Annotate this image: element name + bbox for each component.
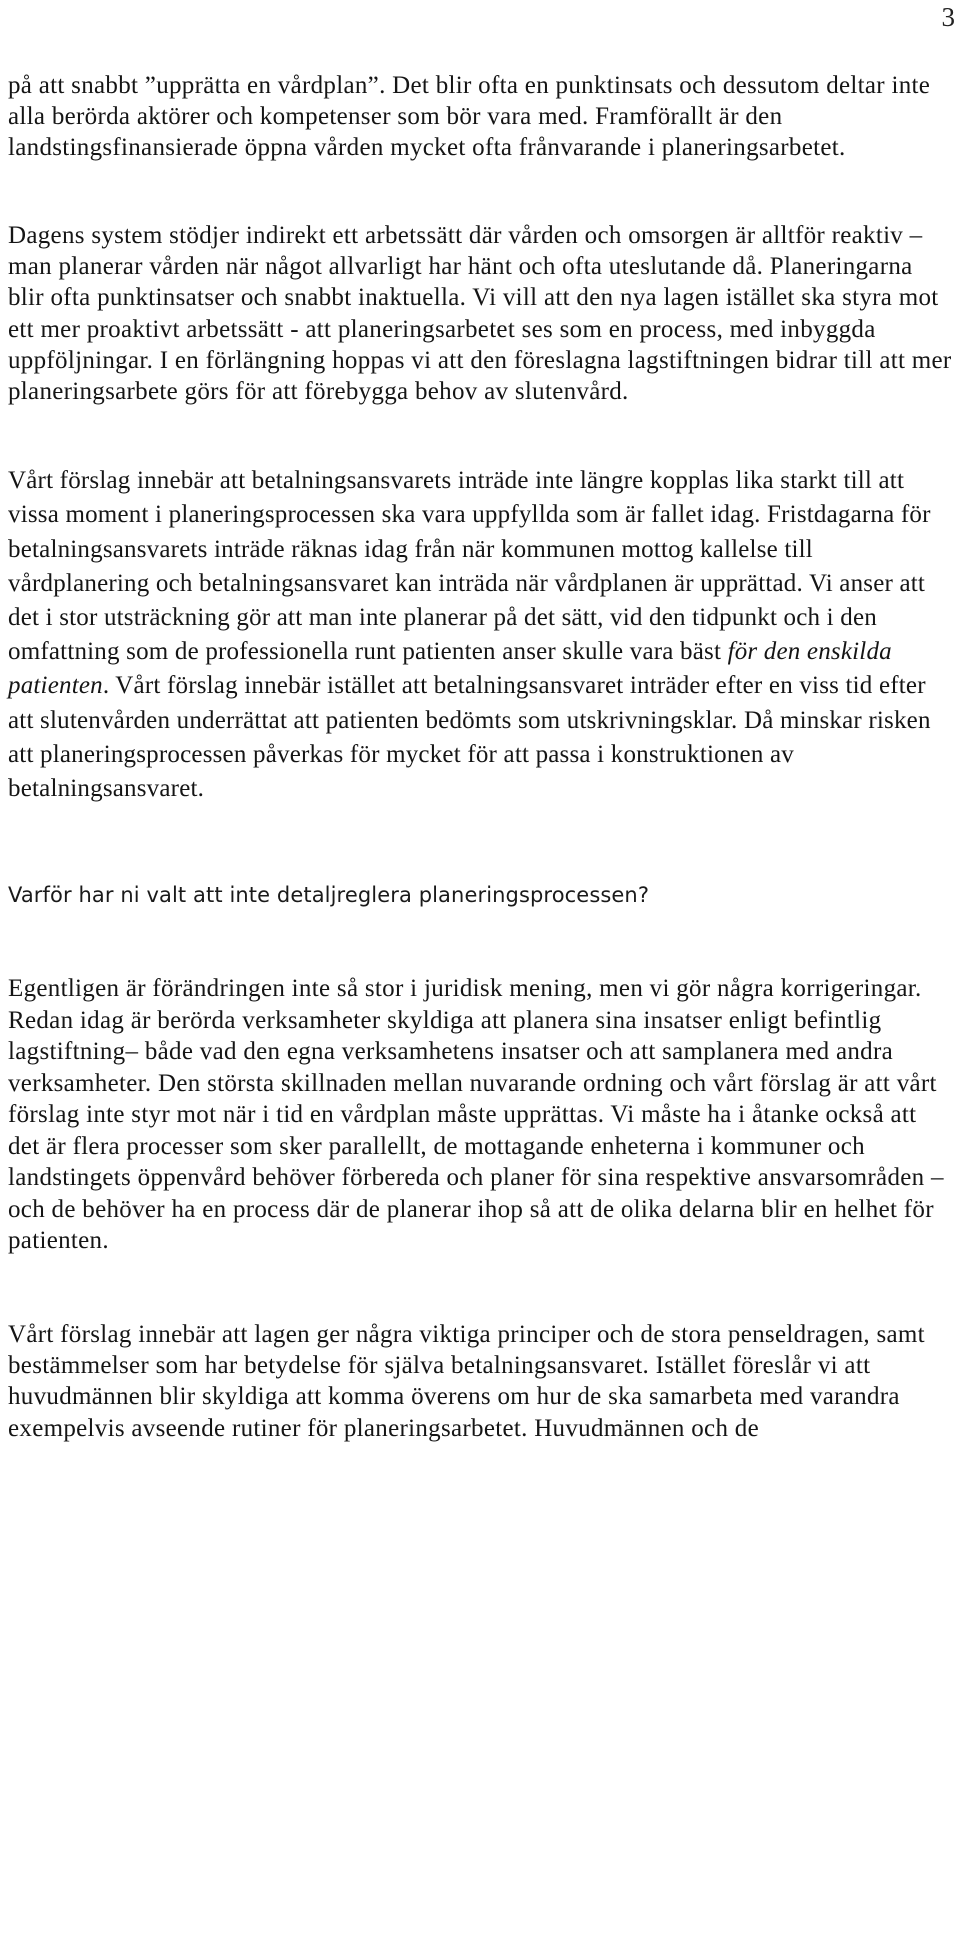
paragraph-intro-continuation: på att snabbt ”upprätta en vårdplan”. Det blir ofta en punktinsats och dessutom deltar inte alla berörda aktörer och kompetenser som bör vara med. Framförallt är den landstingsfinansierade öppna vården mycket ofta frånvarande i planeringsarbetet.: [8, 72, 931, 161]
paragraph-text-segment: . Vårt förslag innebär istället att betalningsansvaret inträder efter en viss tid efter att slutenvården underrättat att patienten bedömts som utskrivningsklar. Då minskar risken att planeringsprocessen påverkas för mycket för att passa i konstruktionen av betalningsansvaret.: [8, 672, 931, 803]
paragraph-proposal-payment-responsibility: [8, 464, 953, 806]
paragraph-answer-legal-change: Egentligen är förändringen inte så stor i juridisk mening, men vi gör några korrigeringar. Redan idag är berörda verksamheter skyldiga att planera sina insatser enligt befintlig lagstiftning– både vad den egna verksamhetens insatser och att samplanera med andra verksamheter. Den största skillnaden mellan nuvarande ordning och vårt förslag är att vårt förslag inte styr mot när i tid en vårdplan måste upprättas. Vi måste ha i åtanke också att det är flera processer som sker parallellt, de mottagande enheterna i kommuner och landstingets öppenvård behöver förbereda och planer för sina respektive ansvarsområden – och de behöver ha en process där de planerar ihop så att de olika delarna blir en helhet för patienten.: [8, 975, 944, 1255]
paragraph-current-system: Dagens system stödjer indirekt ett arbetssätt där vården och omsorgen är alltför reaktiv – man planerar vården när något allvarligt har hänt och ofta uteslutande då. Planeringarna blir ofta punktinsatser och snabbt inaktuella. Vi vill att den nya lagen istället ska styra mot ett mer proaktivt arbetssätt - att planeringsarbetet ses som en process, med inbyggda uppföljningar. I en förlängning hoppas vi att den föreslagna lagstiftningen bidrar till att mer planeringsarbete görs för att förebygga behov av slutenvård.: [8, 222, 952, 406]
paragraph-text-segment: Vårt förslag innebär att betalningsansvarets inträde inte längre kopplas lika starkt till att vissa moment i planeringsprocessen ska vara uppfyllda som är fallet idag. Fristdagarna för betalningsansvarets inträde räknas idag från när kommunen mottog kallelse till vårdplanering och betalningsansvaret kan inträda när vårdplanen är upprättad. Vi anser att det i stor utsträckning gör att man inte planerar på det sätt, vid den tidpunkt och i den omfattning som de professionella runt patienten anser skulle vara bäst: [8, 467, 931, 666]
section-question-heading: Varför har ni valt att inte detaljreglera planeringsprocessen?: [8, 883, 650, 908]
emphasized-text: för den enskilda patienten: [8, 638, 892, 700]
document-body: [8, 70, 953, 1444]
page-number: 3: [941, 2, 955, 32]
paragraph-answer-principles: Vårt förslag innebär att lagen ger några viktiga principer och de stora penseldragen, samt bestämmelser som har betydelse för själva betalningsansvaret. Istället föreslår vi att huvudmännen blir skyldiga att komma överens om hur de ska samarbeta med varandra exempelvis avseende rutiner för planeringsarbetet. Huvudmännen och de: [8, 1320, 925, 1442]
